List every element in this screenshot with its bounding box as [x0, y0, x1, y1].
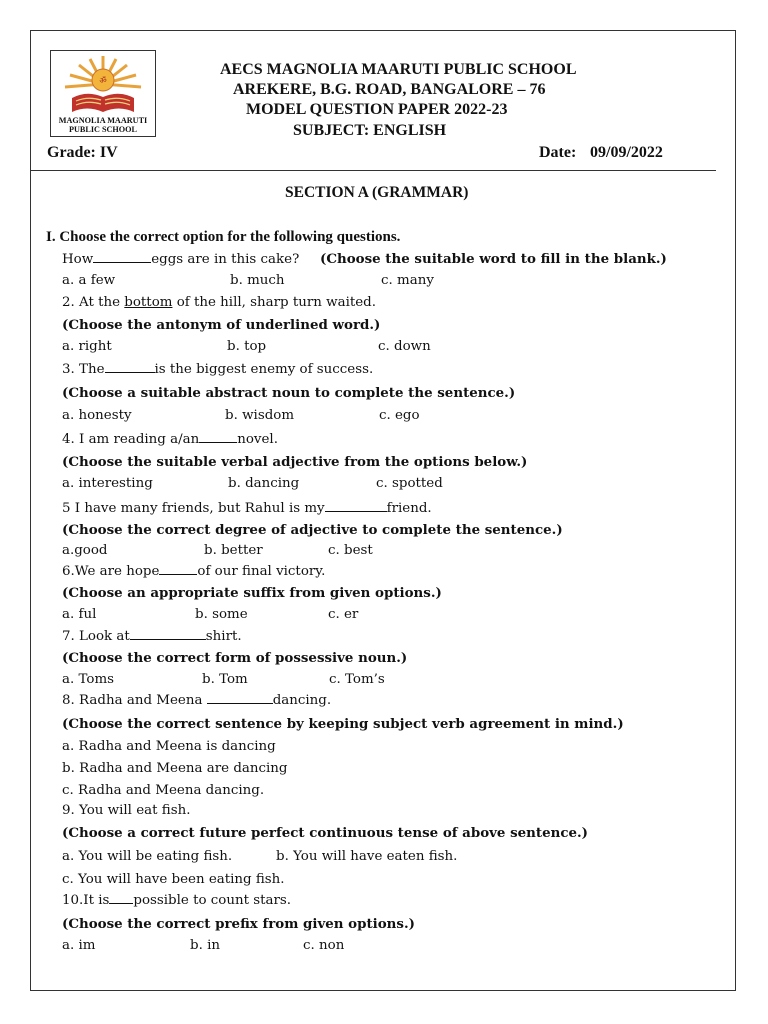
- q10-option-a: a. im: [62, 938, 96, 953]
- q6-option-b: b. some: [195, 607, 248, 622]
- answer-blank: [199, 430, 237, 443]
- q4-option-c: c. spotted: [376, 476, 443, 491]
- q4-option-a: a. interesting: [62, 476, 153, 491]
- q5-option-c: c. best: [328, 543, 373, 558]
- underlined-word: bottom: [124, 295, 173, 310]
- q10-option-c: c. non: [303, 938, 345, 953]
- svg-text:ॐ: ॐ: [99, 76, 107, 85]
- answer-blank: [159, 562, 197, 575]
- q9-option-c: c. You will have been eating fish.: [62, 872, 285, 887]
- question-4-instruction: (Choose the suitable verbal adjective from the options below.): [62, 454, 528, 470]
- q4-option-b: b. dancing: [228, 476, 300, 491]
- question-5: 5 I have many friends, but Rahul is my friend.: [62, 501, 432, 516]
- school-logo: [50, 50, 156, 137]
- question-2-instruction: (Choose the antonym of underlined word.): [62, 317, 381, 333]
- q6-option-a: a. ful: [62, 607, 97, 622]
- answer-blank: [325, 499, 387, 512]
- question-6: 6.We are hope of our final victory.: [62, 564, 326, 579]
- paper-title: MODEL QUESTION PAPER 2022-23: [246, 101, 508, 118]
- answer-blank: [93, 250, 151, 263]
- date-value: 09/09/2022: [590, 144, 663, 161]
- school-name: AECS MAGNOLIA MAARUTI PUBLIC SCHOOL: [220, 61, 577, 78]
- answer-blank: [109, 891, 133, 904]
- q8-option-c: c. Radha and Meena dancing.: [62, 783, 265, 798]
- part-heading: I. Choose the correct option for the following questions.: [46, 229, 401, 245]
- grade-label: Grade: IV: [47, 144, 118, 161]
- question-9-instruction: (Choose a correct future perfect continuous tense of above sentence.): [62, 825, 589, 841]
- question-3-instruction: (Choose a suitable abstract noun to complete the sentence.): [62, 385, 516, 401]
- q3-option-b: b. wisdom: [225, 408, 295, 423]
- school-address: AREKERE, B.G. ROAD, BANGALORE – 76: [233, 81, 546, 98]
- question-9: 9. You will eat fish.: [62, 803, 191, 818]
- q2-option-b: b. top: [227, 339, 267, 354]
- q2-option-c: c. down: [378, 339, 431, 354]
- q5-option-a: a.good: [62, 543, 108, 558]
- q3-option-a: a. honesty: [62, 408, 132, 423]
- question-5-instruction: (Choose the correct degree of adjective to complete the sentence.): [62, 522, 563, 538]
- answer-blank: [207, 691, 273, 704]
- question-2: 2. At the bottom of the hill, sharp turn waited.: [62, 295, 377, 310]
- q7-option-c: c. Tom’s: [329, 672, 385, 687]
- q9-option-a: a. You will be eating fish.: [62, 849, 233, 864]
- q1-option-b: b. much: [230, 273, 285, 288]
- question-1: How eggs are in this cake?: [62, 252, 300, 267]
- q8-option-b: b. Radha and Meena are dancing: [62, 761, 288, 776]
- header-divider: [31, 170, 716, 171]
- q3-option-c: c. ego: [379, 408, 420, 423]
- question-10: 10.It is possible to count stars.: [62, 893, 291, 908]
- question-8-instruction: (Choose the correct sentence by keeping subject verb agreement in mind.): [62, 716, 624, 732]
- q8-option-a: a. Radha and Meena is dancing: [62, 739, 276, 754]
- question-10-instruction: (Choose the correct prefix from given options.): [62, 916, 415, 932]
- answer-blank: [130, 627, 206, 640]
- q1-option-c: c. many: [381, 273, 434, 288]
- q7-option-a: a. Toms: [62, 672, 115, 687]
- question-4: 4. I am reading a/an novel.: [62, 432, 278, 447]
- q6-option-c: c. er: [328, 607, 359, 622]
- section-title: SECTION A (GRAMMAR): [285, 184, 469, 201]
- q10-option-b: b. in: [190, 938, 220, 953]
- answer-blank: [105, 360, 155, 373]
- logo-text-line2: PUBLIC SCHOOL: [68, 125, 138, 134]
- question-6-instruction: (Choose an appropriate suffix from given options.): [62, 585, 442, 601]
- question-7: 7. Look at shirt.: [62, 629, 242, 644]
- subject-title: SUBJECT: ENGLISH: [293, 122, 447, 139]
- q2-option-a: a. right: [62, 339, 112, 354]
- question-7-instruction: (Choose the correct form of possessive noun.): [62, 650, 408, 666]
- logo-text-line1: MAGNOLIA MAARUTI: [58, 116, 148, 125]
- q9-option-b: b. You will have eaten fish.: [276, 849, 458, 864]
- q1-option-a: a. a few: [62, 273, 116, 288]
- q7-option-b: b. Tom: [202, 672, 248, 687]
- question-3: 3. The is the biggest enemy of success.: [62, 362, 374, 377]
- question-1-instruction: (Choose the suitable word to fill in the blank.): [320, 251, 667, 267]
- question-8: 8. Radha and Meena dancing.: [62, 693, 332, 708]
- date-label: Date:: [539, 144, 577, 161]
- q5-option-b: b. better: [204, 543, 263, 558]
